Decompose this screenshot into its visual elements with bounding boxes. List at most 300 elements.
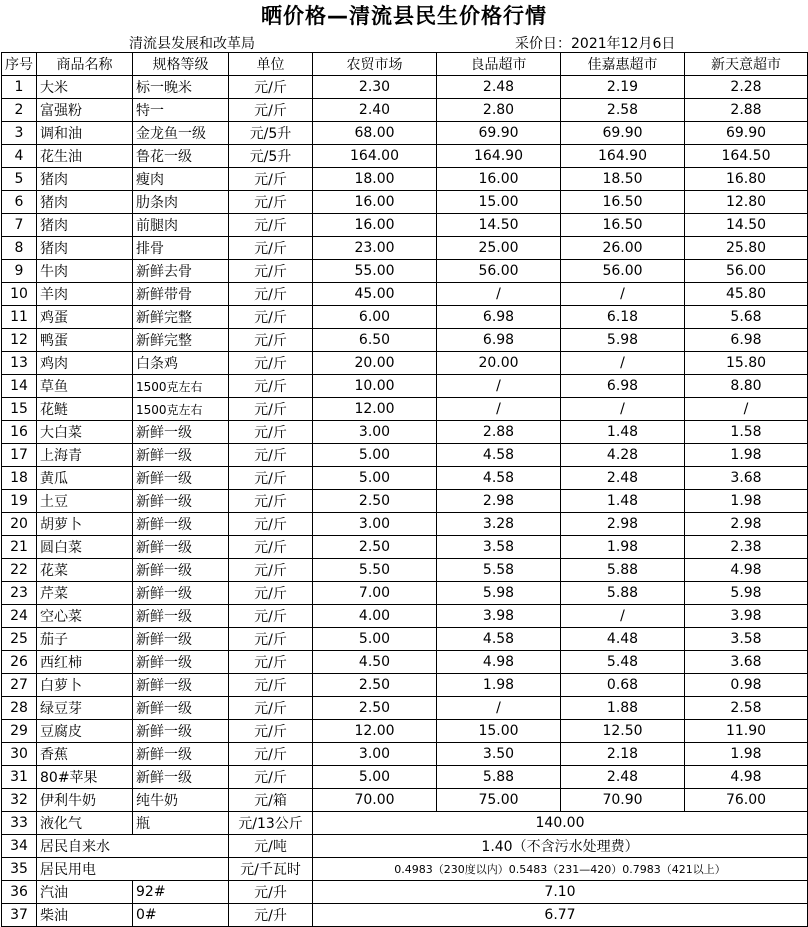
cell-jiajiahui-price: 1.98	[561, 536, 685, 559]
cell-xintianyi-price: 5.98	[685, 582, 808, 605]
cell-unit: 元/斤	[229, 490, 313, 513]
cell-market-price: 20.00	[313, 352, 437, 375]
cell-xintianyi-price: 45.80	[685, 283, 808, 306]
cell-no: 20	[2, 513, 37, 536]
cell-name: 土豆	[37, 490, 133, 513]
cell-name: 富强粉	[37, 99, 133, 122]
cell-name: 鸡蛋	[37, 306, 133, 329]
table-row	[2, 421, 808, 444]
table-row-merged	[2, 835, 808, 858]
cell-jiajiahui-price: 2.98	[561, 513, 685, 536]
cell-xintianyi-price: 2.98	[685, 513, 808, 536]
cell-unit: 元/千瓦时	[229, 858, 313, 881]
cell-liangpin-price: 16.00	[437, 168, 561, 191]
cell-unit: 元/5升	[229, 122, 313, 145]
cell-name: 猪肉	[37, 237, 133, 260]
cell-xintianyi-price: 15.80	[685, 352, 808, 375]
cell-liangpin-price: 2.80	[437, 99, 561, 122]
table-row	[2, 168, 808, 191]
cell-market-price: 2.40	[313, 99, 437, 122]
cell-no: 11	[2, 306, 37, 329]
cell-spec: 新鲜一级	[133, 766, 229, 789]
cell-jiajiahui-price: 18.50	[561, 168, 685, 191]
cell-market-price: 23.00	[313, 237, 437, 260]
cell-merged-price: 1.40（不含污水处理费）	[313, 835, 808, 858]
cell-xintianyi-price: 5.68	[685, 306, 808, 329]
cell-no: 27	[2, 674, 37, 697]
table-row	[2, 329, 808, 352]
table-row-merged	[2, 812, 808, 835]
cell-spec: 新鲜一级	[133, 444, 229, 467]
cell-market-price: 2.50	[313, 674, 437, 697]
cell-jiajiahui-price: 5.48	[561, 651, 685, 674]
header-market: 农贸市场	[313, 53, 437, 76]
cell-spec: 鲁花一级	[133, 145, 229, 168]
cell-jiajiahui-price: /	[561, 398, 685, 421]
table-row	[2, 283, 808, 306]
cell-xintianyi-price: 11.90	[685, 720, 808, 743]
table-row	[2, 237, 808, 260]
cell-unit: 元/斤	[229, 605, 313, 628]
cell-market-price: 6.00	[313, 306, 437, 329]
cell-unit: 元/升	[229, 881, 313, 904]
cell-no: 6	[2, 191, 37, 214]
cell-name: 伊利牛奶	[37, 789, 133, 812]
cell-unit: 元/斤	[229, 329, 313, 352]
cell-spec: 新鲜去骨	[133, 260, 229, 283]
cell-spec: 新鲜一级	[133, 720, 229, 743]
table-row	[2, 559, 808, 582]
cell-xintianyi-price: 1.98	[685, 444, 808, 467]
cell-merged-price: 7.10	[313, 881, 808, 904]
cell-name: 花鲢	[37, 398, 133, 421]
cell-spec: 新鲜一级	[133, 513, 229, 536]
cell-unit: 元/斤	[229, 582, 313, 605]
cell-jiajiahui-price: 26.00	[561, 237, 685, 260]
cell-xintianyi-price: 8.80	[685, 375, 808, 398]
cell-name: 花生油	[37, 145, 133, 168]
cell-no: 9	[2, 260, 37, 283]
cell-xintianyi-price: 4.98	[685, 766, 808, 789]
cell-unit: 元/升	[229, 904, 313, 927]
table-row	[2, 122, 808, 145]
cell-unit: 元/斤	[229, 375, 313, 398]
cell-name: 白萝卜	[37, 674, 133, 697]
cell-market-price: 5.00	[313, 444, 437, 467]
cell-unit: 元/斤	[229, 743, 313, 766]
cell-name: 绿豆芽	[37, 697, 133, 720]
cell-jiajiahui-price: 5.88	[561, 582, 685, 605]
cell-liangpin-price: 1.98	[437, 674, 561, 697]
cell-spec: 前腿肉	[133, 214, 229, 237]
cell-market-price: 5.00	[313, 467, 437, 490]
table-row	[2, 651, 808, 674]
cell-market-price: 3.00	[313, 513, 437, 536]
cell-no: 23	[2, 582, 37, 605]
cell-name: 液化气	[37, 812, 133, 835]
cell-no: 10	[2, 283, 37, 306]
cell-unit: 元/斤	[229, 237, 313, 260]
table-row	[2, 674, 808, 697]
cell-no: 24	[2, 605, 37, 628]
cell-no: 32	[2, 789, 37, 812]
cell-liangpin-price: 69.90	[437, 122, 561, 145]
cell-liangpin-price: 4.58	[437, 444, 561, 467]
cell-unit: 元/斤	[229, 766, 313, 789]
cell-no: 35	[2, 858, 37, 881]
cell-no: 5	[2, 168, 37, 191]
cell-name: 居民自来水	[37, 835, 229, 858]
cell-spec: 新鲜完整	[133, 329, 229, 352]
cell-liangpin-price: 15.00	[437, 191, 561, 214]
cell-no: 18	[2, 467, 37, 490]
cell-jiajiahui-price: 16.50	[561, 191, 685, 214]
cell-market-price: 2.50	[313, 536, 437, 559]
table-row	[2, 743, 808, 766]
cell-no: 31	[2, 766, 37, 789]
table-row	[2, 444, 808, 467]
cell-spec: 新鲜一级	[133, 628, 229, 651]
cell-no: 25	[2, 628, 37, 651]
cell-xintianyi-price: 164.50	[685, 145, 808, 168]
cell-jiajiahui-price: 4.28	[561, 444, 685, 467]
cell-name: 草鱼	[37, 375, 133, 398]
cell-liangpin-price: 5.88	[437, 766, 561, 789]
table-row	[2, 628, 808, 651]
cell-liangpin-price: 20.00	[437, 352, 561, 375]
page-title: 晒价格—清流县民生价格行情	[261, 4, 547, 28]
cell-market-price: 18.00	[313, 168, 437, 191]
cell-spec: 新鲜一级	[133, 697, 229, 720]
cell-spec: 排骨	[133, 237, 229, 260]
cell-xintianyi-price: 56.00	[685, 260, 808, 283]
cell-jiajiahui-price: 5.98	[561, 329, 685, 352]
cell-market-price: 3.00	[313, 421, 437, 444]
cell-liangpin-price: 3.50	[437, 743, 561, 766]
cell-xintianyi-price: 76.00	[685, 789, 808, 812]
cell-liangpin-price: 4.98	[437, 651, 561, 674]
cell-spec: 新鲜一级	[133, 582, 229, 605]
cell-liangpin-price: /	[437, 398, 561, 421]
table-row	[2, 582, 808, 605]
issuing-organization: 清流县发展和改革局	[129, 36, 255, 52]
cell-unit: 元/斤	[229, 651, 313, 674]
cell-market-price: 12.00	[313, 398, 437, 421]
cell-no: 21	[2, 536, 37, 559]
cell-liangpin-price: 6.98	[437, 306, 561, 329]
cell-spec: 新鲜一级	[133, 490, 229, 513]
table-row	[2, 467, 808, 490]
table-row	[2, 789, 808, 812]
cell-market-price: 55.00	[313, 260, 437, 283]
cell-liangpin-price: 2.98	[437, 490, 561, 513]
cell-merged-price: 6.77	[313, 904, 808, 927]
cell-no: 14	[2, 375, 37, 398]
cell-merged-price: 0.4983（230度以内）0.5483（231—420）0.7983（421以上）	[313, 858, 808, 881]
cell-no: 33	[2, 812, 37, 835]
cell-spec: 新鲜一级	[133, 651, 229, 674]
cell-market-price: 5.50	[313, 559, 437, 582]
cell-spec: 新鲜带骨	[133, 283, 229, 306]
cell-xintianyi-price: 6.98	[685, 329, 808, 352]
header-no: 序号	[2, 53, 37, 76]
cell-name: 香蕉	[37, 743, 133, 766]
table-row	[2, 306, 808, 329]
cell-spec: 新鲜完整	[133, 306, 229, 329]
cell-unit: 元/斤	[229, 444, 313, 467]
header-unit: 单位	[229, 53, 313, 76]
cell-name: 花菜	[37, 559, 133, 582]
cell-no: 34	[2, 835, 37, 858]
cell-no: 8	[2, 237, 37, 260]
cell-liangpin-price: 25.00	[437, 237, 561, 260]
cell-xintianyi-price: 4.98	[685, 559, 808, 582]
cell-jiajiahui-price: 56.00	[561, 260, 685, 283]
cell-market-price: 6.50	[313, 329, 437, 352]
cell-jiajiahui-price: 69.90	[561, 122, 685, 145]
cell-jiajiahui-price: 1.48	[561, 490, 685, 513]
cell-unit: 元/斤	[229, 513, 313, 536]
cell-no: 30	[2, 743, 37, 766]
cell-spec: 瓶	[133, 812, 229, 835]
header-liangpin: 良品超市	[437, 53, 561, 76]
table-row	[2, 99, 808, 122]
cell-unit: 元/斤	[229, 398, 313, 421]
cell-jiajiahui-price: 164.90	[561, 145, 685, 168]
cell-unit: 元/斤	[229, 283, 313, 306]
cell-spec: 瘦肉	[133, 168, 229, 191]
cell-liangpin-price: 6.98	[437, 329, 561, 352]
cell-spec: 0#	[133, 904, 229, 927]
cell-name: 鸡肉	[37, 352, 133, 375]
cell-jiajiahui-price: 6.18	[561, 306, 685, 329]
collection-date: 采价日：2021年12月6日	[515, 36, 676, 52]
cell-name: 汽油	[37, 881, 133, 904]
cell-no: 16	[2, 421, 37, 444]
table-row	[2, 720, 808, 743]
cell-jiajiahui-price: 0.68	[561, 674, 685, 697]
cell-no: 26	[2, 651, 37, 674]
cell-unit: 元/斤	[229, 467, 313, 490]
cell-xintianyi-price: 3.98	[685, 605, 808, 628]
cell-jiajiahui-price: 5.88	[561, 559, 685, 582]
cell-no: 2	[2, 99, 37, 122]
cell-spec: 新鲜一级	[133, 467, 229, 490]
table-row	[2, 260, 808, 283]
cell-market-price: 4.00	[313, 605, 437, 628]
cell-unit: 元/箱	[229, 789, 313, 812]
cell-no: 3	[2, 122, 37, 145]
table-row	[2, 513, 808, 536]
cell-market-price: 4.50	[313, 651, 437, 674]
cell-unit: 元/斤	[229, 306, 313, 329]
cell-jiajiahui-price: 6.98	[561, 375, 685, 398]
cell-name: 西红柿	[37, 651, 133, 674]
cell-market-price: 16.00	[313, 214, 437, 237]
cell-name: 牛肉	[37, 260, 133, 283]
cell-jiajiahui-price: 2.19	[561, 76, 685, 99]
table-header-row	[2, 53, 808, 76]
cell-name: 胡萝卜	[37, 513, 133, 536]
table-row-merged	[2, 858, 808, 881]
cell-jiajiahui-price: /	[561, 283, 685, 306]
table-body	[2, 76, 808, 927]
cell-jiajiahui-price: 1.88	[561, 697, 685, 720]
header-spec: 规格等级	[133, 53, 229, 76]
cell-name: 80#苹果	[37, 766, 133, 789]
cell-name: 豆腐皮	[37, 720, 133, 743]
cell-liangpin-price: 2.88	[437, 421, 561, 444]
table-row	[2, 375, 808, 398]
cell-unit: 元/斤	[229, 697, 313, 720]
table-row	[2, 536, 808, 559]
cell-no: 19	[2, 490, 37, 513]
cell-liangpin-price: /	[437, 375, 561, 398]
cell-unit: 元/斤	[229, 260, 313, 283]
cell-market-price: 7.00	[313, 582, 437, 605]
cell-unit: 元/斤	[229, 191, 313, 214]
cell-spec: 新鲜一级	[133, 559, 229, 582]
cell-market-price: 70.00	[313, 789, 437, 812]
cell-unit: 元/斤	[229, 628, 313, 651]
cell-market-price: 3.00	[313, 743, 437, 766]
cell-jiajiahui-price: 1.48	[561, 421, 685, 444]
cell-spec: 纯牛奶	[133, 789, 229, 812]
cell-name: 黄瓜	[37, 467, 133, 490]
cell-unit: 元/斤	[229, 536, 313, 559]
cell-unit: 元/斤	[229, 674, 313, 697]
cell-jiajiahui-price: 4.48	[561, 628, 685, 651]
cell-unit: 元/13公斤	[229, 812, 313, 835]
cell-xintianyi-price: 1.58	[685, 421, 808, 444]
cell-jiajiahui-price: /	[561, 352, 685, 375]
cell-market-price: 164.00	[313, 145, 437, 168]
header-jiajiahui: 佳嘉惠超市	[561, 53, 685, 76]
cell-spec: 新鲜一级	[133, 674, 229, 697]
cell-xintianyi-price: 1.98	[685, 743, 808, 766]
cell-xintianyi-price: 0.98	[685, 674, 808, 697]
cell-liangpin-price: 4.58	[437, 628, 561, 651]
cell-liangpin-price: 3.98	[437, 605, 561, 628]
cell-spec: 特一	[133, 99, 229, 122]
cell-no: 28	[2, 697, 37, 720]
cell-no: 22	[2, 559, 37, 582]
cell-unit: 元/斤	[229, 214, 313, 237]
cell-liangpin-price: 56.00	[437, 260, 561, 283]
cell-name: 柴油	[37, 904, 133, 927]
cell-spec: 92#	[133, 881, 229, 904]
cell-xintianyi-price: 69.90	[685, 122, 808, 145]
cell-xintianyi-price: 3.58	[685, 628, 808, 651]
cell-unit: 元/斤	[229, 720, 313, 743]
cell-unit: 元/斤	[229, 352, 313, 375]
cell-no: 29	[2, 720, 37, 743]
cell-name: 鸭蛋	[37, 329, 133, 352]
cell-spec: 新鲜一级	[133, 536, 229, 559]
cell-liangpin-price: 75.00	[437, 789, 561, 812]
cell-xintianyi-price: 2.28	[685, 76, 808, 99]
cell-market-price: 5.00	[313, 766, 437, 789]
cell-merged-price: 140.00	[313, 812, 808, 835]
cell-no: 1	[2, 76, 37, 99]
cell-xintianyi-price: 3.68	[685, 467, 808, 490]
cell-name: 空心菜	[37, 605, 133, 628]
table-row	[2, 490, 808, 513]
cell-name: 居民用电	[37, 858, 229, 881]
cell-unit: 元/斤	[229, 168, 313, 191]
cell-market-price: 10.00	[313, 375, 437, 398]
cell-name: 猪肉	[37, 191, 133, 214]
cell-market-price: 2.30	[313, 76, 437, 99]
cell-no: 37	[2, 904, 37, 927]
cell-liangpin-price: 164.90	[437, 145, 561, 168]
cell-unit: 元/斤	[229, 76, 313, 99]
header-name: 商品名称	[37, 53, 133, 76]
cell-xintianyi-price: 2.38	[685, 536, 808, 559]
cell-spec: 1500克左右	[133, 398, 229, 421]
cell-spec: 白条鸡	[133, 352, 229, 375]
cell-xintianyi-price: 2.58	[685, 697, 808, 720]
cell-liangpin-price: 14.50	[437, 214, 561, 237]
cell-market-price: 5.00	[313, 628, 437, 651]
cell-xintianyi-price: 1.98	[685, 490, 808, 513]
cell-no: 17	[2, 444, 37, 467]
cell-unit: 元/吨	[229, 835, 313, 858]
cell-market-price: 12.00	[313, 720, 437, 743]
header-xintianyi: 新天意超市	[685, 53, 808, 76]
cell-jiajiahui-price: 12.50	[561, 720, 685, 743]
cell-unit: 元/斤	[229, 559, 313, 582]
cell-xintianyi-price: 25.80	[685, 237, 808, 260]
cell-liangpin-price: /	[437, 283, 561, 306]
cell-xintianyi-price: /	[685, 398, 808, 421]
cell-liangpin-price: 5.98	[437, 582, 561, 605]
table-row-merged	[2, 881, 808, 904]
cell-jiajiahui-price: /	[561, 605, 685, 628]
cell-name: 上海青	[37, 444, 133, 467]
table-row	[2, 766, 808, 789]
subheader	[0, 32, 808, 52]
cell-xintianyi-price: 16.80	[685, 168, 808, 191]
cell-no: 13	[2, 352, 37, 375]
cell-jiajiahui-price: 70.90	[561, 789, 685, 812]
cell-spec: 肋条肉	[133, 191, 229, 214]
cell-name: 羊肉	[37, 283, 133, 306]
cell-spec: 新鲜一级	[133, 743, 229, 766]
cell-name: 大米	[37, 76, 133, 99]
cell-name: 大白菜	[37, 421, 133, 444]
cell-jiajiahui-price: 2.58	[561, 99, 685, 122]
table-row	[2, 697, 808, 720]
cell-name: 芹菜	[37, 582, 133, 605]
table-row	[2, 352, 808, 375]
cell-spec: 金龙鱼一级	[133, 122, 229, 145]
cell-xintianyi-price: 14.50	[685, 214, 808, 237]
cell-no: 36	[2, 881, 37, 904]
table-row-merged	[2, 904, 808, 927]
cell-no: 7	[2, 214, 37, 237]
cell-name: 猪肉	[37, 214, 133, 237]
cell-market-price: 2.50	[313, 490, 437, 513]
table-row	[2, 214, 808, 237]
cell-no: 12	[2, 329, 37, 352]
table-row	[2, 398, 808, 421]
cell-liangpin-price: 4.58	[437, 467, 561, 490]
cell-liangpin-price: 3.58	[437, 536, 561, 559]
table-row	[2, 605, 808, 628]
cell-market-price: 16.00	[313, 191, 437, 214]
cell-liangpin-price: 5.58	[437, 559, 561, 582]
